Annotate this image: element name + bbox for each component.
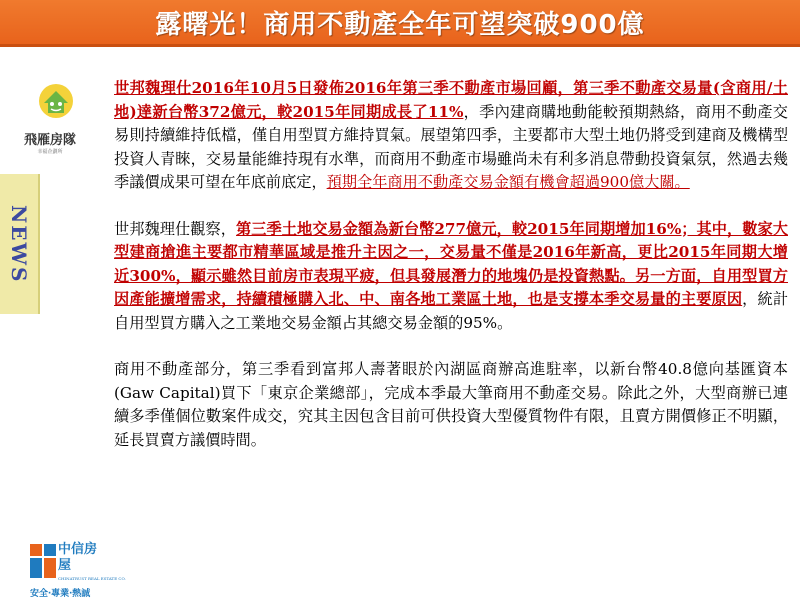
chinatrust-mark-icon: [28, 542, 58, 582]
body-text: 世邦魏理仕觀察，: [114, 219, 237, 238]
body-text: ，季內建商購地動能較預期熱絡，商用不動產交易則持續維持低檔，僅自用型買方維持買氣。展望第四季，主要都市大型土地仍將受到建商及機構型投資人青睞，交易量能維持現有水準，而商用不動產市場雖尚未有利多消息帶動投資氣氛，然過去幾季議價成果可望在年底前底定，: [114, 102, 788, 191]
article-body: [114, 77, 788, 475]
news-tab: [0, 174, 40, 314]
page-title: 露曙光！商用不動產全年可望突破900億: [155, 9, 645, 40]
body-text: ，統計自用型買方購入之工業地交易金額占其總交易金額的95%。: [114, 290, 789, 332]
body-text: 商用不動產部分，第三季看到富邦人壽著眼於內湖區商辦高進駐率，以新台幣40.8億向基匯資本(Gaw Capital)買下「東京企業總部」，完成本季最大筆商用不動產交易。除此之外，大型商辦已連續多季僅個位數案件成交，究其主因包含目前可供投資大型優質物件有限，且賣方開價修正不明顯，延長買賣方議價時間。: [114, 360, 788, 449]
left-sidebar: [0, 47, 126, 600]
news-label: NEWS: [7, 204, 31, 284]
paragraph-1: [114, 77, 788, 195]
highlight-text: 世邦魏理仕2016年10月5日發佈2016年第三季不動產市場回顧，第三季不動產交易量(含商用/土地)達新台幣372億元，較2015年同期成長了11%: [114, 79, 788, 121]
brand-name-top: 飛雁房隊: [23, 133, 76, 148]
paragraph-3: [114, 358, 788, 452]
brand-tagline-top: 幸福企劃所: [37, 149, 63, 155]
brand-slogan-bottom: 安全‧專業‧熱誠: [30, 589, 91, 599]
highlight-text: 第三季土地交易金額為新台幣277億元，較2015年同期增加16%；其中，數家大型建商搶進主要都市精華區域是推升主因之一，交易量不僅是2016年新高，更比2015年同期大增近300%，顯示雖然目前房市表現平疲，但具發展潛力的地塊仍是投資熱點。另一方面，自用型買方因產能擴增需求，持續積極購入北、中、南各地工業區土地，也是支撐本季交易量的主要原因: [114, 219, 788, 308]
brand-name-bottom: 中信房屋: [58, 542, 98, 573]
feiyan-logo: [23, 81, 84, 181]
brand-english-bottom: CHINATRUST REAL ESTATE CO.: [58, 576, 126, 581]
paragraph-2: [114, 218, 788, 336]
house-emblem-icon: [36, 81, 76, 121]
highlight-text: 預期全年商用不動產交易金額有機會超過900億大關。: [326, 173, 690, 191]
title-bar: [0, 0, 800, 47]
chinatrust-logo: [28, 542, 126, 599]
